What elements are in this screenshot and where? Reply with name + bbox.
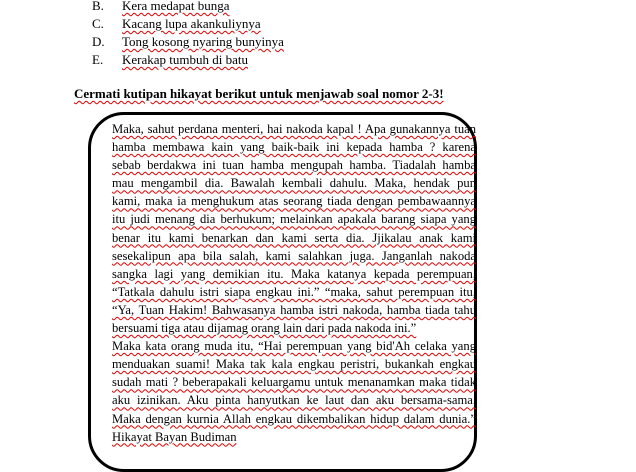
- passage-source: Hikayat Bayan Budiman: [112, 429, 237, 444]
- option-text: Tong kosong nyaring bunyinya: [122, 34, 284, 49]
- passage-line: Maka kata orang muda itu, “Hai perempuan yang bid'Ah celaka yang: [112, 339, 476, 354]
- passage-line: itu judi menang dia berhukum; melainkan apakala barang siapa yang: [112, 212, 476, 227]
- answer-options: [92, 0, 284, 69]
- instruction-heading: Cermati kutipan hikayat berikut untuk menjawab soal nomor 2-3!: [74, 86, 444, 101]
- option-text: Kera medapat bunga: [122, 0, 230, 13]
- passage-line: aku izinikan. Aku pinta hanyutkan ke laut dan aku bersama-sama.: [112, 393, 476, 408]
- option-text: Kerakap tumbuh di batu: [122, 52, 248, 67]
- option-c: [92, 15, 284, 33]
- option-letter: B.: [92, 0, 104, 13]
- passage-line: Maka dengan kurnia Allah engkau dikembalikan hidup dalam dunia.”: [112, 411, 476, 426]
- option-text: Kacang lupa akankuliynya: [122, 16, 261, 31]
- passage-line: sangka lagi yang demikian itu. Maka katanya kepada perempuan,: [112, 266, 476, 281]
- option-e: [92, 51, 284, 69]
- option-letter: C.: [92, 16, 104, 31]
- hikayat-passage: [112, 120, 476, 446]
- option-b: [92, 0, 284, 15]
- passage-line: “Ya, Tuan Hakim! Bahwasanya hamba istri nakoda, hamba tiada tahu: [112, 302, 476, 317]
- passage-line: hamba membawa kain yang baik-baik ini kepada hamba ? karena: [112, 140, 476, 155]
- option-letter: D.: [92, 34, 105, 49]
- passage-line: kami, maka ia menghukum atas seorang tiada dengan pembawaannya: [112, 194, 476, 209]
- passage-line: benar itu kami benarkan dan kami serta dia. Jjikalau anak kami: [112, 230, 476, 245]
- option-letter: E.: [92, 52, 104, 67]
- passage-line: sudah mati ? beberapakali keluargamu untuk menanamkan maka tidak: [112, 375, 476, 390]
- passage-line: “Tatkala dahulu istri siapa engkau ini.” “maka, sahut perempuan itu,: [112, 284, 476, 299]
- passage-line: menduakan suami! Maka tak kala engkau peristri, bukankah engkau: [112, 357, 476, 372]
- passage-line: sesekalipun apa bila salah, kami salahkan juga. Janganlah nakoda: [112, 248, 476, 263]
- option-d: [92, 33, 284, 51]
- passage-line: Maka, sahut perdana menteri, hai nakoda kapal ! Apa gunakannya tuan: [112, 122, 476, 136]
- passage-line: sebab berdakwa ini tuan hamba mengupah hamba. Tiadalah hamba: [112, 158, 476, 173]
- passage-line: bersuami tiga atau dijamag orang lain dari pada nakoda ini.”: [112, 321, 417, 336]
- passage-line: mau mengambil dia. Bawalah kembali dahulu. Maka, hendak pun: [112, 176, 476, 191]
